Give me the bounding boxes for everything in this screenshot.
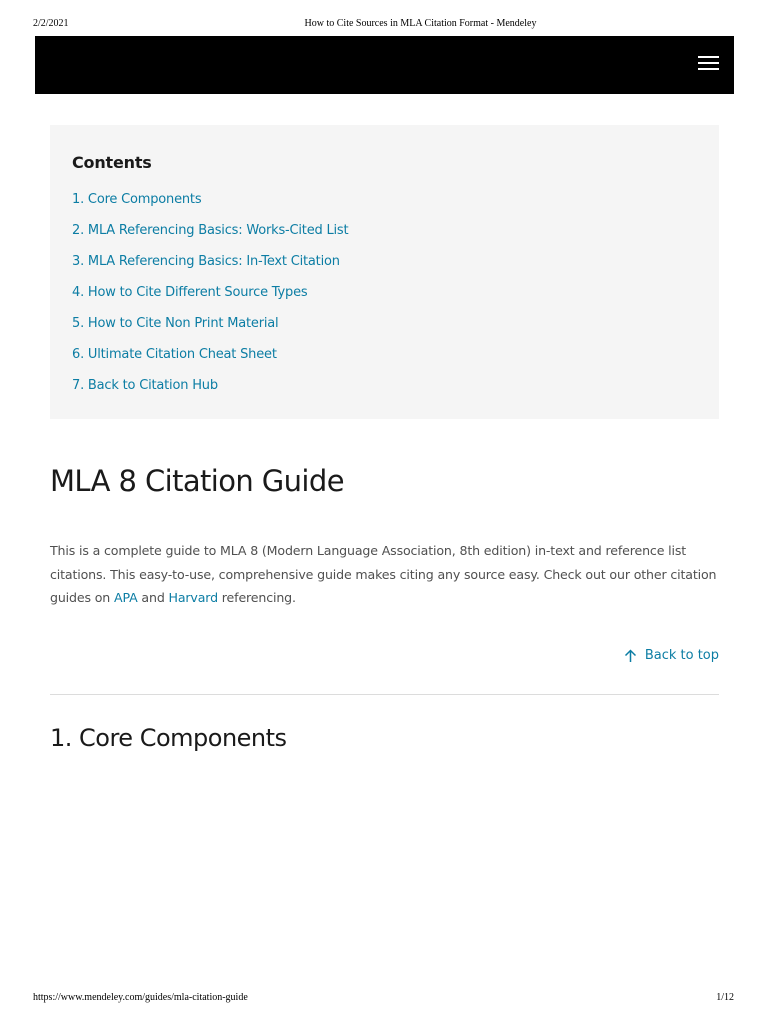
toc-link-in-text-citation[interactable]: 3. MLA Referencing Basics: In-Text Citation bbox=[72, 254, 340, 269]
intro-and: and bbox=[137, 590, 169, 605]
toc-link-core-components[interactable]: 1. Core Components bbox=[72, 192, 202, 207]
section-title-core-components: 1. Core Components bbox=[50, 724, 287, 752]
hamburger-menu-icon[interactable] bbox=[698, 55, 719, 72]
toc-link-non-print[interactable]: 5. How to Cite Non Print Material bbox=[72, 316, 279, 331]
toc-list bbox=[72, 188, 697, 405]
print-page-number: 1/12 bbox=[716, 992, 734, 1003]
print-url: https://www.mendeley.com/guides/mla-citation-guide bbox=[33, 992, 248, 1003]
toc-item bbox=[72, 343, 697, 374]
arrow-up-icon bbox=[624, 649, 637, 663]
toc-link-works-cited[interactable]: 2. MLA Referencing Basics: Works-Cited List bbox=[72, 223, 349, 238]
toc-link-cheat-sheet[interactable]: 6. Ultimate Citation Cheat Sheet bbox=[72, 347, 277, 362]
back-to-top-link[interactable] bbox=[624, 648, 719, 663]
toc-item bbox=[72, 219, 697, 250]
print-title: How to Cite Sources in MLA Citation Format - Mendeley bbox=[304, 18, 537, 29]
intro-paragraph bbox=[50, 539, 722, 610]
intro-text: This is a complete guide to MLA 8 (Modern Language Association, 8th edition) in-text and reference list citations. This easy-to-use, comprehensive guide makes citing any source easy. Check out our other citation guides on bbox=[50, 543, 717, 605]
print-date: 2/2/2021 bbox=[33, 18, 69, 29]
harvard-link[interactable]: Harvard bbox=[168, 590, 218, 605]
print-header bbox=[0, 18, 768, 32]
toc-title: Contents bbox=[72, 153, 152, 172]
toc-item bbox=[72, 312, 697, 343]
apa-link[interactable]: APA bbox=[113, 590, 138, 605]
section-divider bbox=[50, 694, 719, 695]
site-header bbox=[35, 36, 734, 94]
toc-item bbox=[72, 250, 697, 281]
toc-link-source-types[interactable]: 4. How to Cite Different Source Types bbox=[72, 285, 308, 300]
page-title: MLA 8 Citation Guide bbox=[50, 464, 344, 498]
toc-item bbox=[72, 281, 697, 312]
table-of-contents bbox=[50, 125, 719, 419]
back-to-top-label: Back to top bbox=[644, 648, 719, 663]
toc-link-citation-hub[interactable]: 7. Back to Citation Hub bbox=[72, 378, 218, 393]
toc-item bbox=[72, 374, 697, 405]
intro-end: referencing. bbox=[217, 590, 296, 605]
print-footer bbox=[0, 992, 768, 1006]
toc-item bbox=[72, 188, 697, 219]
